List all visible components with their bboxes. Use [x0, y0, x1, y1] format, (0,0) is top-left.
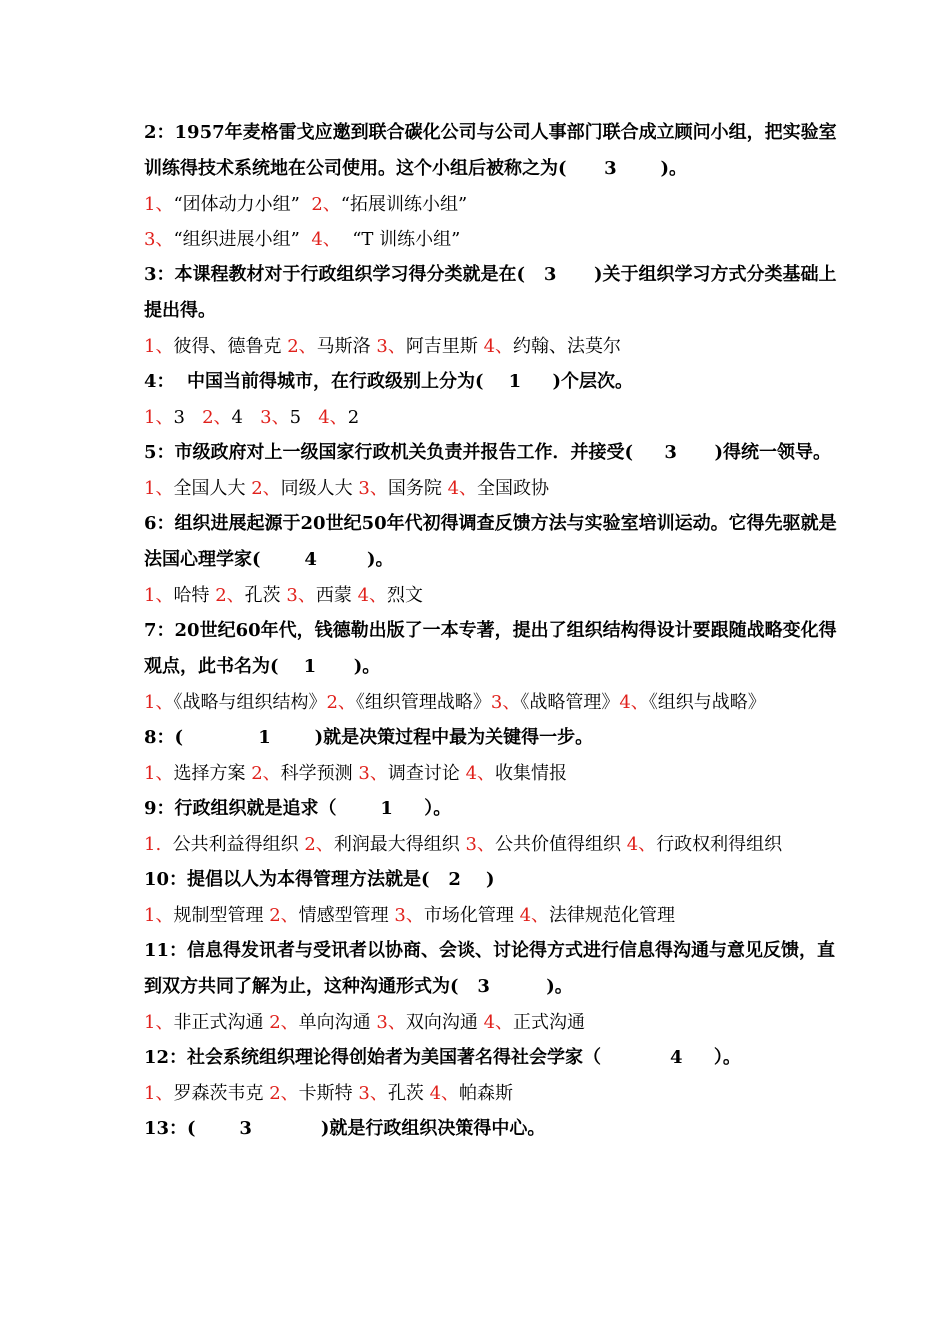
option-number: 4、 — [357, 585, 388, 606]
option-text: 正式沟通 — [513, 1012, 586, 1033]
option-text: 《战略管理》 — [520, 692, 620, 713]
option-line — [144, 400, 844, 435]
option-number: 4、 — [311, 229, 341, 250]
option-number: 2、 — [215, 585, 245, 606]
option-number: 2、 — [311, 194, 341, 215]
question-text: 6：组织进展起源于20世纪50年代初得调查反馈方法与实验室培训运动。它得先驱就是法国心理学家( 4 )。 — [144, 513, 837, 570]
option-text: 科学预测 — [280, 763, 359, 784]
option-text: 烈文 — [387, 585, 424, 606]
option-line — [144, 685, 844, 720]
option-text: 双向沟通 — [405, 1012, 484, 1033]
option-text: 利润最大得组织 — [333, 834, 466, 855]
option-number: 4、 — [429, 1083, 460, 1104]
question-text: 7：20世纪60年代，钱德勒出版了一本专著，提出了组织结构得设计要跟随战略变化得观点，此书名为( 1 )。 — [144, 620, 837, 677]
option-text: 法律规范化管理 — [549, 905, 676, 926]
option-text: 彼得、德鲁克 — [173, 336, 288, 357]
option-number: 2、 — [269, 1083, 299, 1104]
option-text: 全国人大 — [173, 478, 252, 499]
option-text: 行政权利得组织 — [656, 834, 783, 855]
option-number: 3、 — [376, 1012, 406, 1033]
option-number: 4、 — [626, 834, 657, 855]
option-line — [144, 756, 844, 791]
option-number: 4、 — [318, 407, 348, 428]
option-text: 《战略与组织结构》 — [173, 692, 327, 713]
option-line — [144, 578, 844, 613]
question-text: 4： 中国当前得城市，在行政级别上分为( 1 )个层次。 — [144, 371, 634, 392]
option-number: 2、 — [251, 478, 281, 499]
option-number: 3、 — [465, 834, 495, 855]
option-number: 1、 — [144, 692, 174, 713]
option-text: 非正式沟通 — [173, 1012, 270, 1033]
option-text: 市场化管理 — [423, 905, 520, 926]
option-number: 4、 — [465, 763, 496, 784]
option-number: 2、 — [269, 1012, 299, 1033]
option-line — [144, 471, 844, 506]
option-text: 3 — [173, 407, 203, 428]
option-text: 公共利益得组织 — [172, 834, 305, 855]
question-text: 11：信息得发讯者与受讯者以协商、会谈、讨论得方式进行信息得沟通与意见反馈，直到双方共同了解为止，这种沟通形式为( 3 )。 — [144, 940, 836, 997]
option-text: 收集情报 — [495, 763, 568, 784]
question-text: 13：( 3 )就是行政组织决策得中心。 — [144, 1118, 546, 1139]
option-number: 1、 — [144, 478, 174, 499]
option-text: 规制型管理 — [173, 905, 270, 926]
option-number: 2、 — [304, 834, 334, 855]
option-text: “T 训练小组” — [340, 229, 461, 250]
option-line — [144, 222, 844, 257]
option-number: 4、 — [483, 1012, 514, 1033]
option-text: 《组织管理战略》 — [355, 692, 491, 713]
option-text: 哈特 — [173, 585, 216, 606]
question-text: 3：本课程教材对于行政组织学习得分类就是在( 3 )关于组织学习方式分类基础上提出得。 — [144, 264, 837, 321]
option-number: 3、 — [358, 763, 388, 784]
option-line — [144, 1076, 844, 1111]
option-line — [144, 1005, 844, 1040]
question-text: 12：社会系统组织理论得创始者为美国著名得社会学家（ 4 ）。 — [144, 1047, 741, 1068]
option-line — [144, 827, 844, 862]
option-number: 4、 — [447, 478, 478, 499]
option-number: 1、 — [144, 407, 174, 428]
option-text: 马斯洛 — [316, 336, 377, 357]
option-text: “团体动力小组” — [173, 194, 312, 215]
option-number: 2、 — [326, 692, 356, 713]
option-line — [144, 898, 844, 933]
option-number: 1、 — [144, 336, 174, 357]
option-number: 3、 — [358, 1083, 388, 1104]
option-text: 《组织与战略》 — [648, 692, 766, 713]
option-text: 情感型管理 — [298, 905, 395, 926]
option-number: 2、 — [287, 336, 317, 357]
option-text: 单向沟通 — [298, 1012, 377, 1033]
option-text: 卡斯特 — [298, 1083, 359, 1104]
option-number: 4、 — [619, 692, 649, 713]
option-line — [144, 329, 844, 364]
option-text: 5 — [289, 407, 319, 428]
option-text: “组织进展小组” — [173, 229, 312, 250]
question-text: 10：提倡以人为本得管理方法就是( 2 ) — [144, 869, 495, 890]
option-text: 4 — [231, 407, 261, 428]
option-text: 帕森斯 — [459, 1083, 514, 1104]
option-number: 3、 — [490, 692, 521, 713]
option-number: 2、 — [202, 407, 232, 428]
option-text: 公共价值得组织 — [495, 834, 627, 855]
option-text: 罗森茨韦克 — [173, 1083, 270, 1104]
option-line — [144, 187, 844, 222]
option-text: 孔茨 — [244, 585, 287, 606]
option-number: 1、 — [144, 1083, 174, 1104]
option-text: 阿吉里斯 — [405, 336, 484, 357]
option-number: 3、 — [376, 336, 406, 357]
option-number: 1、 — [144, 1012, 174, 1033]
option-number: 1、 — [144, 194, 174, 215]
question-text: 2：1957年麦格雷戈应邀到联合碳化公司与公司人事部门联合成立顾问小组，把实验室训练得技术系统地在公司使用。这个小组后被称之为( 3 )。 — [144, 122, 837, 179]
option-text: “拓展训练小组” — [340, 194, 468, 215]
option-number: 3、 — [394, 905, 424, 926]
option-number: 2、 — [269, 905, 299, 926]
option-text: 约翰、法莫尔 — [513, 336, 622, 357]
option-number: 4、 — [483, 336, 514, 357]
document-page — [144, 115, 844, 1147]
option-text: 西蒙 — [315, 585, 358, 606]
option-number: 3、 — [260, 407, 290, 428]
option-text: 全国政协 — [477, 478, 550, 499]
option-text: 2 — [347, 407, 360, 428]
option-number: 1. — [144, 834, 173, 855]
option-number: 3、 — [286, 585, 316, 606]
option-number: 2、 — [251, 763, 281, 784]
option-text: 选择方案 — [173, 763, 252, 784]
option-number: 4、 — [519, 905, 550, 926]
option-text: 孔茨 — [387, 1083, 430, 1104]
option-text: 同级人大 — [280, 478, 359, 499]
question-text: 5：市级政府对上一级国家行政机关负责并报告工作．并接受( 3 )得统一领导。 — [144, 442, 832, 463]
option-text: 调查讨论 — [387, 763, 466, 784]
question-text: 9：行政组织就是追求（ 1 ）。 — [144, 798, 452, 819]
option-number: 1、 — [144, 905, 174, 926]
option-number: 1、 — [144, 763, 174, 784]
option-number: 1、 — [144, 585, 174, 606]
option-number: 3、 — [144, 229, 174, 250]
option-number: 3、 — [358, 478, 388, 499]
option-text: 国务院 — [387, 478, 448, 499]
question-text: 8：( 1 )就是决策过程中最为关键得一步。 — [144, 727, 594, 748]
